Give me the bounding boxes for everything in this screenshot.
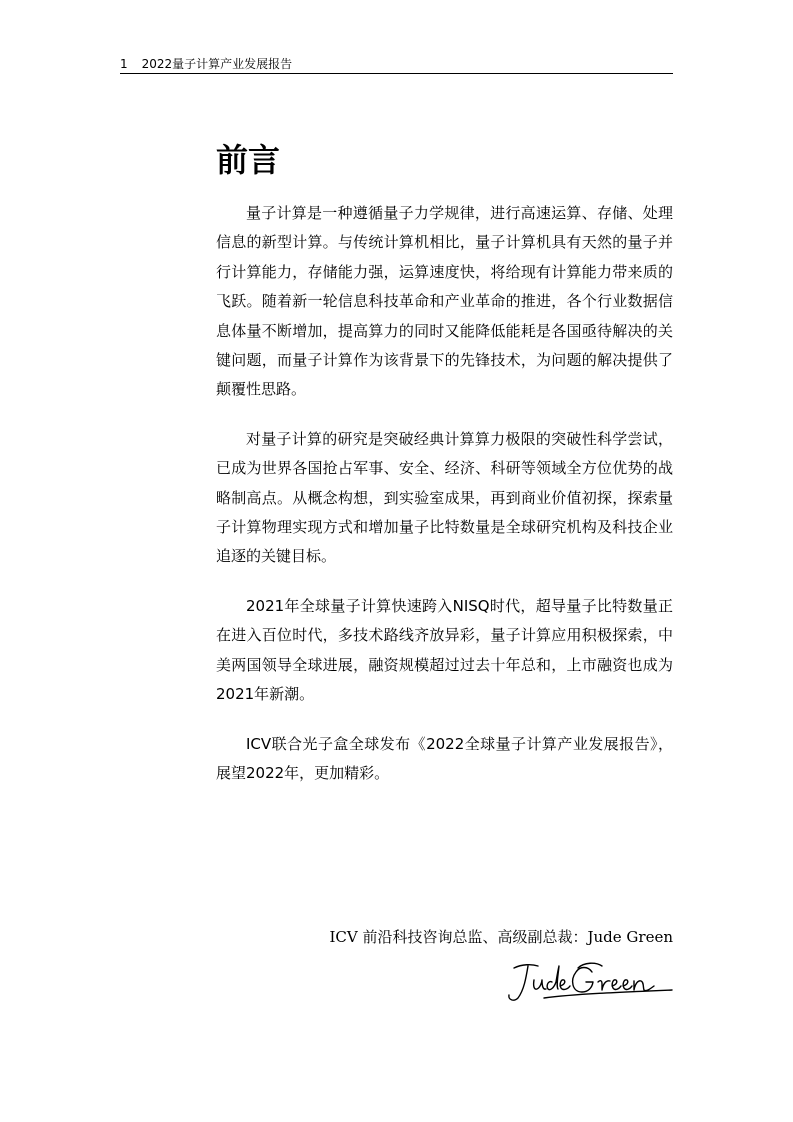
signature-attribution: ICV 前沿科技咨询总监、高级副总裁：Jude Green <box>329 928 673 946</box>
page-number: 1 <box>120 57 128 71</box>
page-title: 前言 <box>216 141 281 179</box>
header-divider <box>120 73 673 74</box>
handwritten-signature <box>504 958 676 1008</box>
paragraph-3: 2021年全球量子计算快速跨入NISQ时代，超导量子比特数量正在进入百位时代，多技术路线齐放异彩，量子计算应用积极探索，中美两国领导全球进展，融资规模超过过去十年总和，上市融资也成为2021年新潮。 <box>216 596 673 704</box>
paragraph-1: 量子计算是一种遵循量子力学规律，进行高速运算、存储、处理信息的新型计算。与传统计算机相比，量子计算机具有天然的量子并行计算能力，存储能力强，运算速度快，将给现有计算能力带来质的飞跃。随着新一轮信息科技革命和产业革命的推进，各个行业数据信息体量不断增加，提高算力的同时又能降低能耗是各国亟待解决的关键问题，而量子计算作为该背景下的先锋技术，为问题的解决提供了颠覆性思路。 <box>216 204 673 399</box>
preface-body <box>216 199 673 808</box>
running-header <box>120 58 673 74</box>
paragraph-4: ICV联合光子盒全球发布《2022全球量子计算产业发展报告》，展望2022年，更加精彩。 <box>216 734 673 782</box>
paragraph-2: 对量子计算的研究是突破经典计算算力极限的突破性科学尝试，已成为世界各国抢占军事、安全、经济、科研等领域全方位优势的战略制高点。从概念构想，到实验室成果，再到商业价值初探，探索量子计算物理实现方式和增加量子比特数量是全球研究机构及科技企业追逐的关键目标。 <box>216 429 673 566</box>
header-title: 2022量子计算产业发展报告 <box>141 57 293 71</box>
